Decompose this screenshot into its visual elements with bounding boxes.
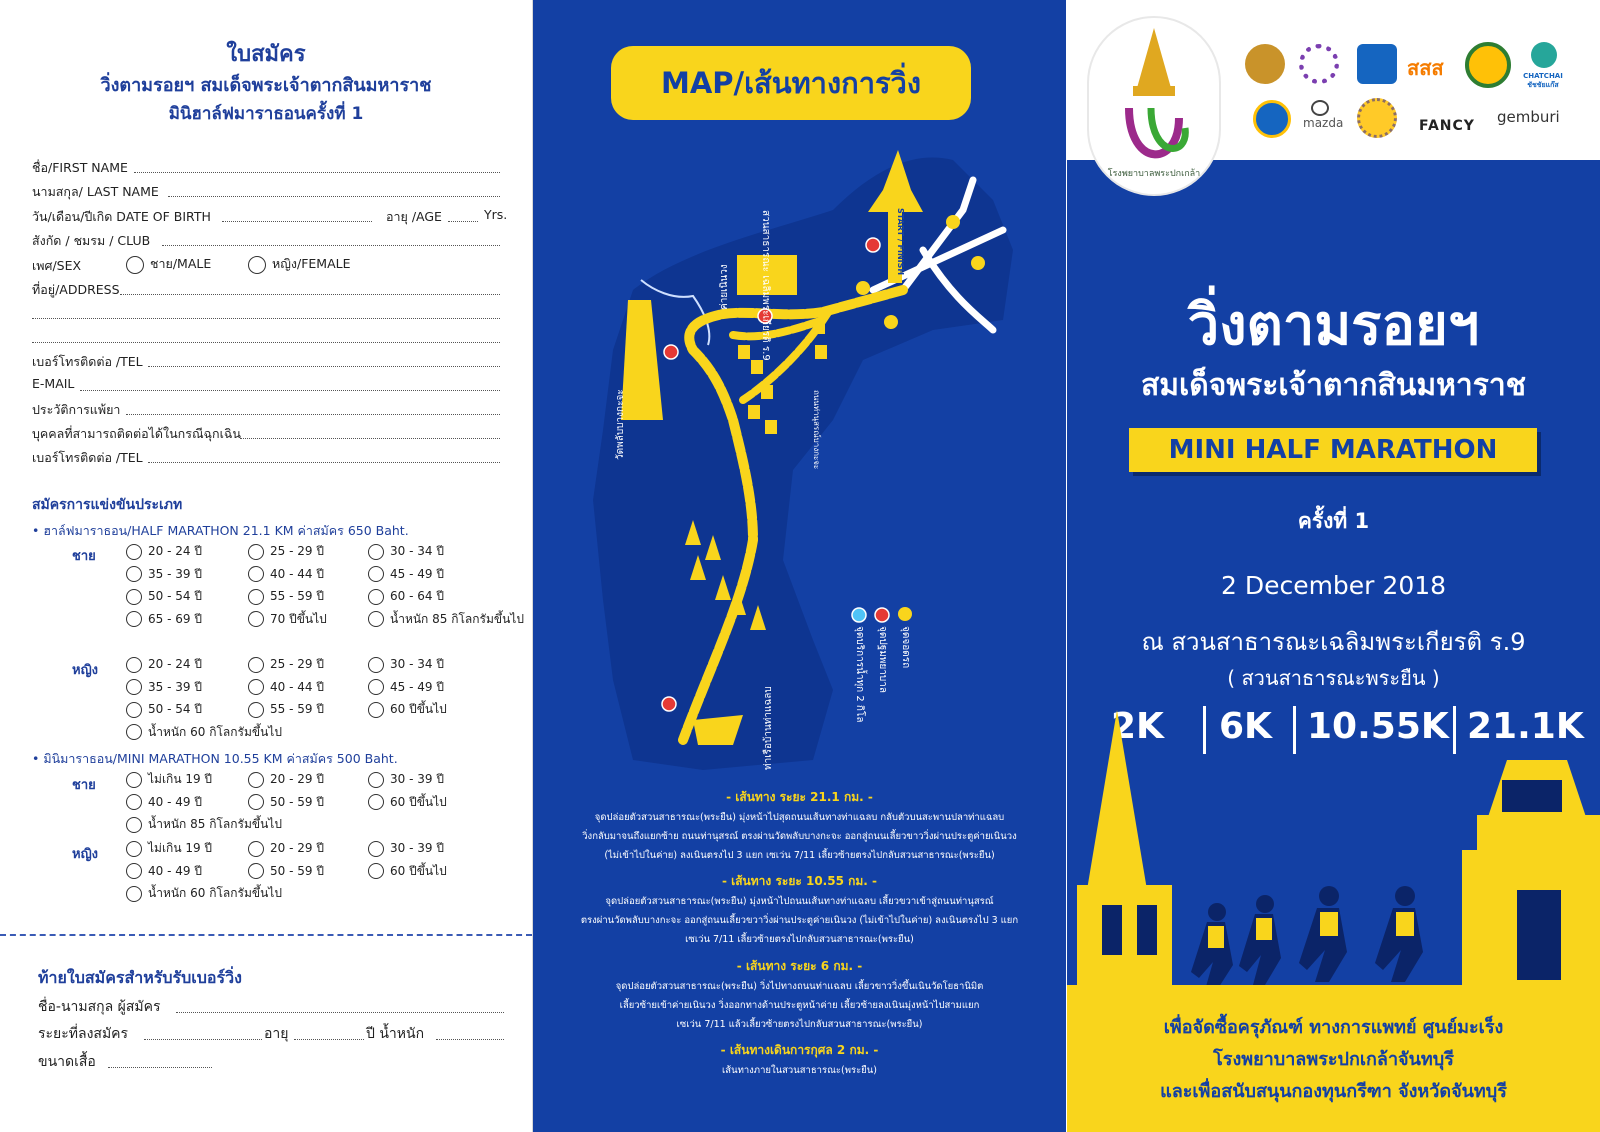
radio-circle[interactable]: [368, 794, 384, 810]
radio-circle[interactable]: [248, 772, 264, 788]
age-group-option[interactable]: [126, 862, 202, 881]
option-label: 20 - 29 ปี: [270, 841, 324, 855]
charity-line-2: โรงพยาบาลพระปกเกล้าจันทบุรี: [1213, 1049, 1454, 1070]
option-label: 50 - 54 ปี: [148, 589, 202, 603]
age-group-option[interactable]: [126, 700, 202, 719]
option-label: 25 - 29 ปี: [270, 544, 324, 558]
age-group-option[interactable]: [368, 678, 444, 697]
hospital-name: โรงพยาบาลพระปกเกล้า: [1107, 169, 1201, 179]
age-group-option[interactable]: [126, 815, 282, 834]
age-group-option[interactable]: [368, 587, 444, 606]
age-group-option[interactable]: [126, 565, 202, 584]
cover-panel: [1067, 0, 1600, 1132]
radio-circle[interactable]: [126, 256, 144, 274]
age-group-option[interactable]: [248, 587, 324, 606]
age-group-option[interactable]: [126, 839, 212, 858]
radio-circle[interactable]: [126, 544, 142, 560]
option-label: 60 ปีขึ้นไป: [390, 863, 447, 878]
allergy-field[interactable]: ประวัติการแพ้ยา: [32, 402, 121, 417]
legend-water-label: จุดบริการน้ำทุก 2 กิโล: [854, 626, 865, 723]
pier-label: ท่าเรือบ้านท่าแฉลบ: [763, 686, 774, 770]
radio-circle[interactable]: [248, 611, 264, 627]
category-heading: สมัครการแข่งขันประเภท: [32, 497, 183, 513]
edition: ครั้งที่ 1: [1297, 509, 1370, 533]
radio-circle[interactable]: [368, 589, 384, 605]
mini-half-marathon-badge: MINI HALF MARATHON: [1129, 428, 1537, 472]
option-label: 40 - 44 ปี: [270, 566, 324, 581]
land-area: [593, 157, 1013, 770]
dob-field[interactable]: วัน/เดือน/ปีเกิด DATE OF BIRTH: [32, 209, 211, 224]
option-label: 30 - 34 ปี: [390, 657, 444, 671]
sex-label: เพศ/SEX: [32, 258, 82, 273]
age-group-option[interactable]: [126, 542, 202, 561]
cut-line: [0, 934, 532, 936]
radio-circle[interactable]: [248, 794, 264, 810]
age-group-option[interactable]: [126, 587, 202, 606]
stub-heading: ท้ายใบสมัครสำหรับรับเบอร์วิ่ง: [38, 968, 242, 987]
emergency-contact-field[interactable]: บุคคลที่สามารถติดต่อได้ในกรณีฉุกเฉิน: [32, 426, 241, 441]
female-radio[interactable]: หญิง/FEMALE: [248, 254, 351, 274]
park-label: สวนสาธารณะ เฉลิมพระเกียรติ ร.9: [760, 210, 771, 361]
map-panel: [533, 0, 1066, 1132]
route-description: จุดปล่อยตัวสวนสาธารณะ(พระยืน) วิ่งไปทางถนนท่าแฉลบ เลี้ยวขาววิ่งขึ้นเนินวัดโยธานิมิต เลี้ยวซ้ายเข้าค่ายเนินวง วิ่งออกทางด้านประตูหน้าค่าย เลี้ยวซ้ายลงเนินมุ่งหน้าไปสามแยก เซเว่น 7/11 แล้วเลี้ยวซ้ายตรงไปกลับสวนสาธารณะ(พระยืน): [615, 981, 984, 1030]
charity-line-3: และเพื่อสนับสนุนกองทุนกรีฑา จังหวัดจันทบุรี: [1160, 1081, 1507, 1102]
radio-circle[interactable]: [368, 679, 384, 695]
radio-circle[interactable]: [368, 702, 384, 718]
radio-circle[interactable]: [126, 817, 142, 833]
option-label: 40 - 44 ปี: [270, 679, 324, 694]
age-group-option[interactable]: [248, 862, 324, 881]
age-group-option[interactable]: [248, 678, 324, 697]
radio-circle[interactable]: [126, 886, 142, 902]
radio-circle[interactable]: [248, 589, 264, 605]
option-label: น้ำหนัก 85 กิโลกรัมขึ้นไป: [390, 611, 524, 626]
address-field[interactable]: ที่อยู่/ADDRESS: [32, 282, 120, 297]
option-label: 40 - 49 ปี: [148, 863, 202, 878]
stub-distance-field[interactable]: ระยะที่ลงสมัคร: [38, 1026, 129, 1042]
age-group-option[interactable]: [248, 770, 324, 789]
mini-male-label: ชาย: [72, 778, 96, 793]
option-label: น้ำหนัก 60 กิโลกรัมขึ้นไป: [148, 724, 282, 739]
option-label: น้ำหนัก 60 กิโลกรัมขึ้นไป: [148, 886, 282, 900]
half-marathon-heading: • ฮาล์ฟมาราธอน/HALF MARATHON 21.1 KM ค่าสมัคร 650 Baht.: [32, 523, 409, 538]
option-label: ไม่เกิน 19 ปี: [148, 841, 213, 855]
half-male-label: ชาย: [72, 549, 96, 564]
legend-parking-label: จุดจอดรถ: [900, 626, 911, 669]
half-female-label: หญิง: [72, 663, 98, 678]
event-title: วิ่งตามรอยฯ: [1187, 293, 1480, 358]
radio-circle[interactable]: [126, 794, 142, 810]
charity-line-1: เพื่อจัดซื้อครุภัณฑ์ ทางการแพทย์ ศูนย์มะเร็ง: [1163, 1017, 1504, 1038]
form-event-name: วิ่งตามรอยฯ สมเด็จพระเจ้าตากสินมหาราช: [100, 75, 432, 96]
option-label: 30 - 39 ปี: [390, 772, 444, 786]
sponsor-logo: mazda: [1303, 116, 1344, 130]
stub-age-field[interactable]: อายุ: [264, 1026, 289, 1042]
tel-field[interactable]: เบอร์โทรติดต่อ /TEL: [32, 354, 143, 369]
age-group-option[interactable]: [248, 655, 324, 674]
road-label: ถนนท่านุสรณ์บางกะจะ: [812, 390, 821, 470]
sponsor-logo: CHATCHAI ชัชชัยแก๊ส: [1523, 72, 1563, 89]
sponsor-logo: [1357, 98, 1397, 138]
sponsor-logo: [1299, 44, 1339, 84]
radio-circle[interactable]: [126, 724, 142, 740]
option-label: 60 - 64 ปี: [390, 589, 444, 603]
option-label: 40 - 49 ปี: [148, 794, 202, 809]
option-label: 50 - 59 ปี: [270, 794, 324, 809]
radio-circle[interactable]: [126, 772, 142, 788]
age-group-option[interactable]: [126, 884, 282, 903]
radio-circle[interactable]: [368, 657, 384, 673]
radio-circle[interactable]: [368, 566, 384, 582]
event-subtitle: สมเด็จพระเจ้าตากสินมหาราช: [1140, 368, 1527, 403]
radio-circle[interactable]: [368, 611, 384, 627]
age-group-option[interactable]: [248, 542, 324, 561]
radio-circle[interactable]: [248, 566, 264, 582]
age-group-option[interactable]: [248, 700, 324, 719]
option-label: 60 ปีขึ้นไป: [390, 794, 447, 809]
radio-circle[interactable]: [126, 702, 142, 718]
age-group-option[interactable]: [126, 610, 202, 629]
hospital-logo: [1089, 18, 1219, 194]
option-label: 45 - 49 ปี: [390, 566, 444, 581]
age-group-option[interactable]: [368, 793, 447, 812]
sponsor-logo: [1465, 42, 1511, 88]
first-name-field[interactable]: ชื่อ/FIRST NAME: [32, 160, 128, 175]
water-point-icon: [852, 608, 866, 622]
option-label: ไม่เกิน 19 ปี: [148, 772, 213, 786]
mini-marathon-heading: • มินิมาราธอน/MINI MARATHON 10.55 KM ค่าสมัคร 500 Baht.: [32, 751, 398, 766]
radio-circle[interactable]: [126, 863, 142, 879]
option-label: 30 - 39 ปี: [390, 841, 444, 855]
sponsor-logo: [1245, 44, 1285, 84]
last-name-field[interactable]: นามสกุล/ LAST NAME: [32, 184, 159, 199]
distance-6k: 6K: [1219, 706, 1272, 747]
age-group-option[interactable]: [368, 655, 444, 674]
sponsor-logo: gemburi: [1497, 108, 1560, 126]
radio-circle[interactable]: [368, 772, 384, 788]
stub-weight-field[interactable]: ปี น้ำหนัก: [366, 1026, 425, 1042]
age-group-option[interactable]: [126, 793, 202, 812]
age-group-option[interactable]: [126, 723, 282, 742]
distance-21-1k: 21.1K: [1467, 706, 1584, 747]
male-radio[interactable]: ชาย/MALE: [126, 254, 211, 274]
sponsor-logo-icon: [1311, 100, 1329, 116]
camp-label: ค่ายเนินวง: [719, 264, 730, 310]
option-label: น้ำหนัก 85 กิโลกรัมขึ้นไป: [148, 817, 282, 831]
radio-circle[interactable]: [248, 841, 264, 857]
event-venue-alt: ( สวนสาธารณะพระยืน ): [1227, 666, 1440, 690]
radio-circle[interactable]: [248, 863, 264, 879]
option-label: 70 ปีขึ้นไป: [270, 611, 327, 626]
radio-circle[interactable]: [126, 611, 142, 627]
club-field[interactable]: สังกัด / ชมรม / CLUB: [32, 233, 151, 248]
age-group-option[interactable]: [368, 542, 444, 561]
radio-circle[interactable]: [126, 589, 142, 605]
mini-female-label: หญิง: [72, 847, 98, 862]
option-label: 20 - 24 ปี: [148, 544, 202, 558]
map-title: MAP/เส้นทางการวิ่ง: [611, 46, 971, 120]
option-label: 20 - 24 ปี: [148, 657, 202, 671]
route-heading: - เส้นทาง ระยะ 6 กม. -: [736, 959, 863, 973]
radio-circle[interactable]: [248, 544, 264, 560]
age-group-option[interactable]: [126, 655, 202, 674]
form-title: ใบสมัคร: [226, 42, 306, 67]
radio-circle[interactable]: [126, 657, 142, 673]
age-group-option[interactable]: [248, 793, 324, 812]
route-description: จุดปล่อยตัวสวนสาธารณะ(พระยืน) มุ่งหน้าไปถนนเส้นทางท่าแฉลบ เลี้ยวขวาเข้าสู่ถนนท่านุสรณ์ ตรงผ่านวัดพลับบางกะจะ ออกสู่ถนนเลี้ยวขวาวิ่งผ่านประตูค่ายเนินวง (ไม่เข้าไปในค่าย) ลงเนินตรงไป 3 แยก เซเว่น 7/11 เลี้ยวซ้ายตรงไปกลับสวนสาธารณะ(พระยืน): [580, 896, 1019, 945]
event-venue: ณ สวนสาธารณะเฉลิมพระเกียรติ ร.9: [1141, 628, 1526, 656]
age-group-option[interactable]: [248, 565, 324, 584]
stub-name-field[interactable]: ชื่อ-นามสกุล ผู้สมัคร: [38, 999, 161, 1015]
age-group-option[interactable]: [248, 839, 324, 858]
radio-circle[interactable]: [248, 679, 264, 695]
route-heading: - เส้นทางเดินการกุศล 2 กม. -: [720, 1043, 879, 1057]
legend-medical-label: จุดปฐมพยาบาล: [877, 626, 888, 693]
option-label: 35 - 39 ปี: [148, 566, 202, 581]
age-group-option[interactable]: [368, 700, 447, 719]
emergency-tel-field[interactable]: เบอร์โทรติดต่อ /TEL: [32, 450, 143, 465]
age-field[interactable]: อายุ /AGE: [386, 209, 442, 224]
sponsor-logo: FANCY: [1419, 118, 1475, 134]
age-group-option[interactable]: [126, 678, 202, 697]
option-label: 50 - 59 ปี: [270, 863, 324, 878]
option-label: 55 - 59 ปี: [270, 589, 324, 603]
registration-form-panel: [0, 0, 533, 1132]
distance-10-55k: 10.55K: [1307, 706, 1449, 747]
option-label: 65 - 69 ปี: [148, 611, 202, 626]
radio-circle[interactable]: [248, 702, 264, 718]
age-group-option[interactable]: [368, 862, 447, 881]
age-group-option[interactable]: [368, 839, 444, 858]
distance-2k: 2K: [1111, 706, 1164, 747]
route-heading: - เส้นทาง ระยะ 21.1 กม. -: [726, 790, 873, 804]
option-label: 55 - 59 ปี: [270, 702, 324, 716]
sponsor-logo: [1357, 44, 1397, 84]
option-label: 30 - 34 ปี: [390, 544, 444, 558]
age-group-option[interactable]: [126, 770, 212, 789]
sponsor-logo-icon: [1531, 42, 1557, 68]
temple-label: วัดพลับบางกะจะ: [615, 389, 626, 460]
option-label: 60 ปีขึ้นไป: [390, 702, 447, 716]
radio-circle[interactable]: [368, 544, 384, 560]
temple-runners-illustration: [1067, 690, 1600, 1020]
radio-circle[interactable]: [248, 657, 264, 673]
age-group-option[interactable]: [248, 610, 327, 629]
radio-circle[interactable]: [126, 679, 142, 695]
option-label: 50 - 54 ปี: [148, 702, 202, 716]
radio-circle[interactable]: [126, 566, 142, 582]
age-group-option[interactable]: [368, 565, 444, 584]
radio-circle[interactable]: [248, 256, 266, 274]
stub-shirt-field[interactable]: ขนาดเสื้อ: [38, 1054, 96, 1070]
radio-circle[interactable]: [126, 841, 142, 857]
sponsor-logo: สสส: [1407, 56, 1444, 80]
route-heading: - เส้นทาง ระยะ 10.55 กม. -: [721, 874, 878, 888]
option-label: 35 - 39 ปี: [148, 679, 202, 694]
age-group-option[interactable]: [368, 610, 524, 629]
option-label: 25 - 29 ปี: [270, 657, 324, 671]
radio-circle[interactable]: [368, 863, 384, 879]
form-event-subtitle: มินิฮาล์ฟมาราธอนครั้งที่ 1: [168, 104, 364, 124]
option-label: 45 - 49 ปี: [390, 679, 444, 694]
event-date: 2 December 2018: [1220, 571, 1447, 600]
email-field[interactable]: E-MAIL: [32, 376, 75, 391]
age-unit: Yrs.: [484, 207, 508, 222]
option-label: 20 - 29 ปี: [270, 772, 324, 786]
route-description: เส้นทางภายในสวนสาธารณะ(พระยืน): [722, 1065, 877, 1076]
route-description: จุดปล่อยตัวสวนสาธารณะ(พระยืน) มุ่งหน้าไปสุดถนนเส้นทางท่าแฉลบ กลับตัวบนสะพานปลาท่าแฉลบ วิ่งกลับมาจนถึงแยกซ้าย ถนนท่านุสรณ์ ตรงผ่านวัดพลับบางกะจะ ออกสู่ถนนเลี้ยวขาววิ่งผ่านประตูค่ายเนินวง (ไม่เข้าไปในค่าย) ลงเนินตรงไป 3 แยก เซเว่น 7/11 เลี้ยวซ้ายตรงไปกลับสวนสาธารณะ(พระยืน): [582, 812, 1017, 861]
sponsor-logo: [1253, 100, 1291, 138]
start-finish-label: START / FINISH: [896, 208, 905, 276]
radio-circle[interactable]: [368, 841, 384, 857]
age-group-option[interactable]: [368, 770, 444, 789]
